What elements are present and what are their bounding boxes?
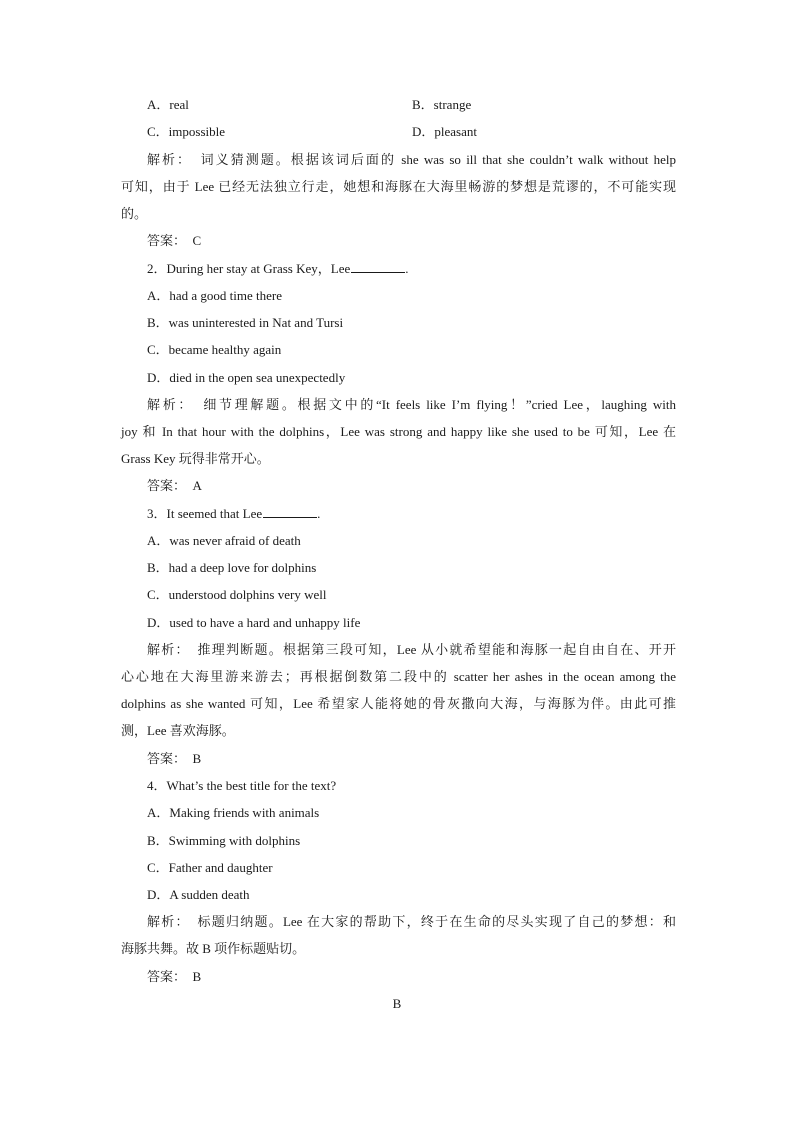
q4-analysis-line-2: 海豚共舞。故 B 项作标题贴切。 — [121, 941, 306, 956]
q3-option-b: B．had a deep love for dolphins — [147, 560, 317, 575]
q3-option-a: A．was never afraid of death — [147, 533, 301, 548]
page-footer: B — [392, 996, 402, 1011]
q2-analysis-line-2: joy 和 In that hour with the dolphins，Lee was strong and happy like she used to be 可知，Lee 在 — [121, 424, 676, 439]
q2-answer: 答案： A — [147, 478, 202, 493]
q1-analysis-line-3: 的。 — [121, 206, 148, 221]
q4-option-a: A．Making friends with animals — [147, 805, 320, 820]
q1-analysis-line-1: 解析： 词义猜测题。根据该词后面的 she was so ill that she couldn’t walk without help — [147, 152, 676, 167]
q4-stem: 4．What’s the best title for the text? — [147, 778, 337, 793]
q4-analysis-line-1: 解析： 标题归纳题。Lee 在大家的帮助下，终于在生命的尽头实现了自己的梦想：和 — [147, 914, 676, 929]
q2-analysis-line-1: 解析： 细节理解题。根据文中的“It feels like I’m flying！”cried Lee，laughing with — [147, 397, 676, 412]
q1-option-a: A．real — [147, 97, 189, 112]
q1-option-row-1 — [147, 96, 702, 114]
q1-option-c: C．impossible — [147, 124, 226, 139]
q1-answer: 答案： C — [147, 233, 202, 248]
q1-option-row-2 — [147, 123, 702, 141]
q4-answer: 答案： B — [147, 969, 202, 984]
q4-option-b: B．Swimming with dolphins — [147, 833, 301, 848]
q2-option-b: B．was uninterested in Nat and Tursi — [147, 315, 344, 330]
q1-analysis-line-2: 可知，由于 Lee 已经无法独立行走，她想和海豚在大海里畅游的梦想是荒谬的，不可能实现 — [121, 179, 676, 194]
q3-stem: 3．It seemed that Lee . — [147, 506, 321, 521]
q3-answer: 答案： B — [147, 751, 202, 766]
q1-option-b: B．strange — [412, 97, 472, 112]
q3-analysis-line-2: 心心地在大海里游来游去；再根据倒数第二段中的 scatter her ashes in the ocean among the — [121, 669, 676, 684]
q2-option-d: D．died in the open sea unexpectedly — [147, 370, 346, 385]
q4-option-c: C．Father and daughter — [147, 860, 273, 875]
q2-blank — [351, 260, 405, 273]
q3-blank — [263, 505, 317, 518]
q3-analysis-line-1: 解析： 推理判断题。根据第三段可知，Lee 从小就希望能和海豚一起自由自在、开开 — [147, 642, 676, 657]
q4-option-d: D．A sudden death — [147, 887, 250, 902]
q2-stem: 2．During her stay at Grass Key，Lee . — [147, 261, 409, 276]
q1-option-d: D．pleasant — [412, 124, 477, 139]
q2-option-c: C．became healthy again — [147, 342, 282, 357]
q3-option-c: C．understood dolphins very well — [147, 587, 327, 602]
q2-analysis-line-3: Grass Key 玩得非常开心。 — [121, 451, 270, 466]
q3-option-d: D．used to have a hard and unhappy life — [147, 615, 361, 630]
q2-option-a: A．had a good time there — [147, 288, 283, 303]
q3-analysis-line-3: dolphins as she wanted 可知，Lee 希望家人能将她的骨灰撒向大海，与海豚为伴。由此可推 — [121, 696, 676, 711]
q3-analysis-line-4: 测，Lee 喜欢海豚。 — [121, 723, 235, 738]
